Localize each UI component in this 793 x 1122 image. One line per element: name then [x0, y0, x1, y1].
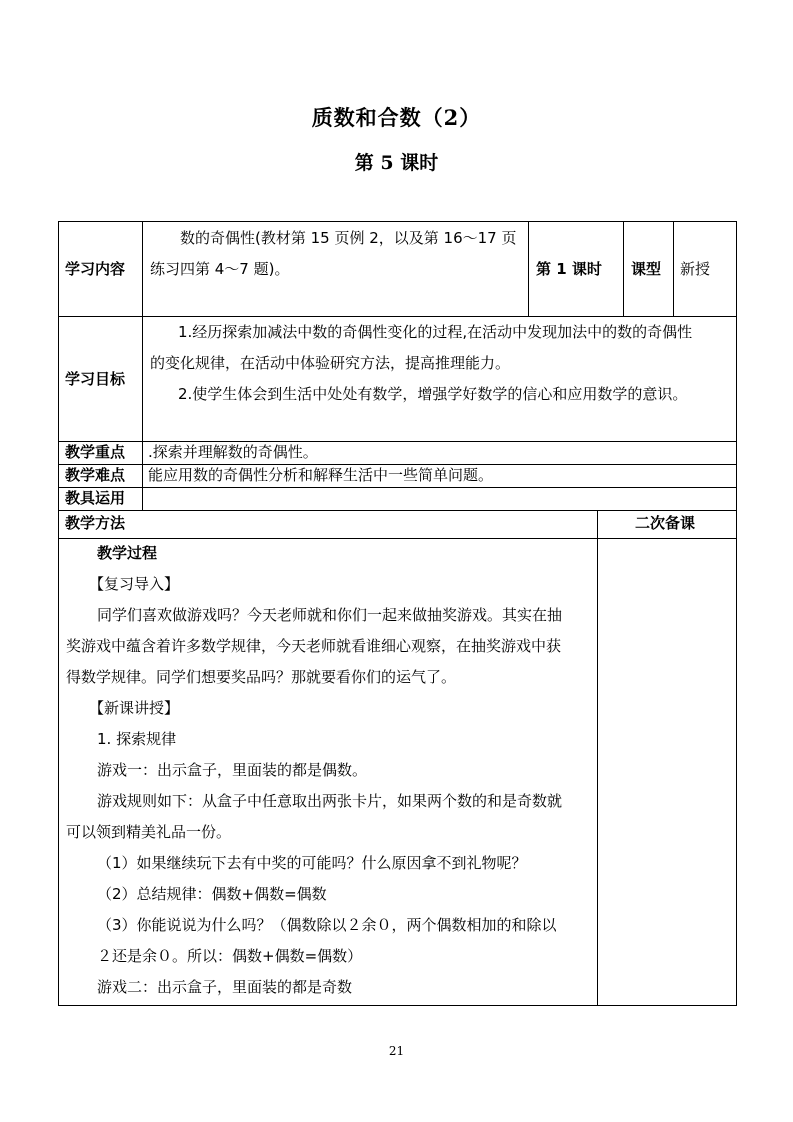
process-line: ２还是余０。所以：偶数+偶数=偶数） [97, 947, 363, 965]
row-divider [58, 316, 737, 317]
process-line: 【复习导入】 [89, 575, 180, 593]
tools-label: 教具运用 [65, 489, 126, 507]
second-prep-label: 二次备课 [635, 514, 696, 532]
process-line: 得数学规律。同学们想要奖品吗？那就要看你们的运气了。 [66, 668, 457, 686]
column-divider [142, 221, 143, 510]
difficulty-label: 教学难点 [65, 466, 126, 484]
process-line: 【新课讲授】 [89, 699, 180, 717]
key-point-value: .探索并理解数的奇偶性。 [148, 443, 318, 461]
lesson-period-title: 第 5 课时 [354, 152, 439, 174]
column-divider [528, 221, 529, 316]
column-divider [597, 510, 598, 1006]
row-divider [58, 538, 737, 539]
row-divider [58, 510, 737, 511]
content-text-line1: 数的奇偶性(教材第 15 页例 2，以及第 16～17 页 [180, 229, 517, 247]
goal-2: 2.使学生体会到生活中处处有数学，增强学好数学的信心和应用数学的意识。 [178, 385, 688, 403]
content-text-line2: 练习四第 4～7 题)。 [150, 260, 290, 278]
content-label: 学习内容 [65, 260, 126, 278]
process-line: 游戏二：出示盒子，里面装的都是奇数 [97, 978, 353, 996]
goal-1-line2: 的变化规律，在活动中体验研究方法，提高推理能力。 [150, 354, 511, 372]
process-line: （3）你能说说为什么吗？（偶数除以２余０，两个偶数相加的和除以 [97, 916, 557, 934]
process-line: （2）总结规律：偶数+偶数=偶数 [97, 885, 327, 903]
process-line: （1）如果继续玩下去有中奖的可能吗？什么原因拿不到礼物呢？ [97, 854, 527, 872]
process-line: 同学们喜欢做游戏吗？今天老师就和你们一起来做抽奖游戏。其实在抽 [97, 606, 563, 624]
process-line: 游戏规则如下：从盒子中任意取出两张卡片，如果两个数的和是奇数就 [97, 792, 563, 810]
column-divider [673, 221, 674, 316]
difficulty-value: 能应用数的奇偶性分析和解释生活中一些简单问题。 [148, 466, 494, 484]
goal-1-line1: 1.经历探索加减法中数的奇偶性变化的过程,在活动中发现加法中的数的奇偶性 [178, 323, 693, 341]
lesson-type-label: 课型 [631, 260, 662, 278]
process-line: 1. 探索规律 [97, 730, 177, 748]
method-label: 教学方法 [65, 514, 126, 532]
class-period: 第 1 课时 [536, 260, 602, 278]
process-line: 奖游戏中蕴含着许多数学规律，今天老师就看谁细心观察，在抽奖游戏中获 [66, 637, 562, 655]
page-title: 质数和合数（2） [311, 105, 482, 130]
process-line: 游戏一：出示盒子，里面装的都是偶数。 [97, 761, 368, 779]
row-divider [58, 487, 737, 488]
process-heading: 教学过程 [97, 544, 158, 562]
goals-label: 学习目标 [65, 370, 126, 388]
lesson-type-value: 新授 [680, 260, 711, 278]
page-number: 21 [388, 1044, 405, 1058]
process-line: 可以领到精美礼品一份。 [66, 823, 232, 841]
key-point-label: 教学重点 [65, 443, 126, 461]
column-divider [623, 221, 624, 316]
